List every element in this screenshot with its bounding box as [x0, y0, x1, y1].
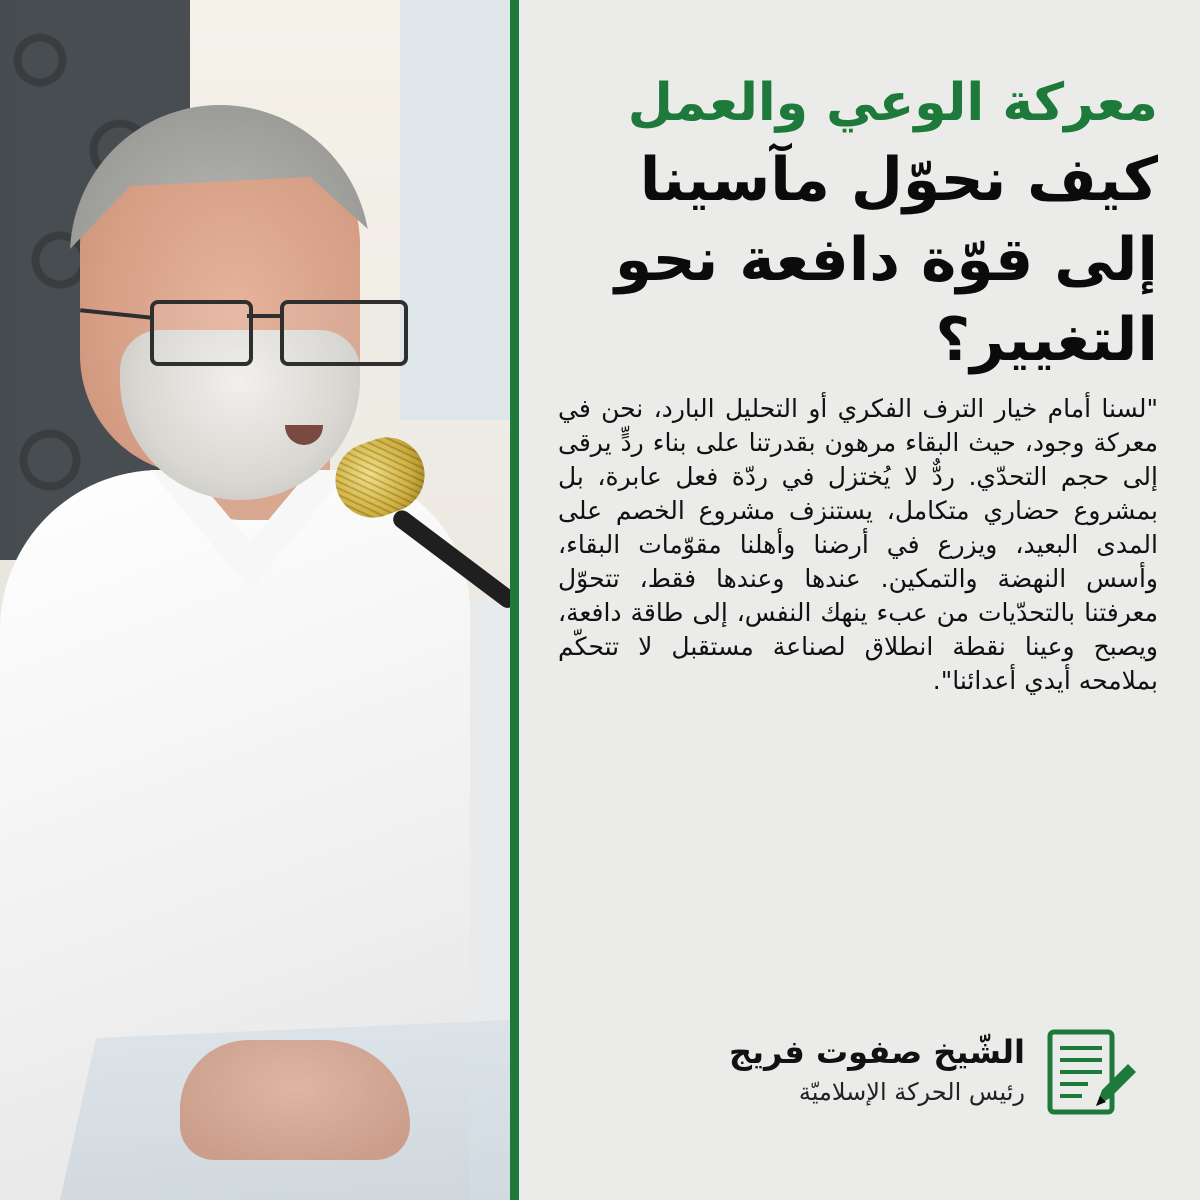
document-edit-icon	[1044, 1024, 1140, 1124]
headline: كيف نحوّل مآسينا إلى قوّة دافعة نحو التغيير؟	[614, 145, 1158, 375]
green-divider	[510, 0, 519, 1200]
author-name: الشّيخ صفوت فريج	[728, 1033, 1025, 1071]
speaker-hand	[180, 1040, 410, 1160]
speaker-photo	[0, 0, 510, 1200]
text-panel	[519, 0, 1200, 1200]
kicker-title: معركة الوعي والعمل	[627, 73, 1158, 133]
author-role: رئيس الحركة الإسلاميّة	[798, 1078, 1025, 1106]
quote-text: "لسنا أمام خيار الترف الفكري أو التحليل البارد، نحن في معركة وجود، حيث البقاء مرهون بقدرتنا على بناء ردٍّ يرقى إلى حجم التحدّي. ردٌّ لا يُختزل في ردّة فعل عابرة، بل بمشروع حضاري متكامل، يستنزف مشروع الخصم على المدى البعيد، ويزرع في أرضنا وأهلنا مقوّمات البقاء، وأسس النهضة والتمكين. عندها وعندها فقط، تتحوّل معرفتنا بالتحدّيات من عبء ينهك النفس، إلى طاقة دافعة، ويصبح وعينا نقطة انطلاق لصناعة مستقبل لا تتحكّم بملامحه أيدي أعدائنا".	[558, 394, 1158, 695]
glasses-icon	[150, 300, 420, 370]
author-block	[605, 1030, 1025, 1110]
